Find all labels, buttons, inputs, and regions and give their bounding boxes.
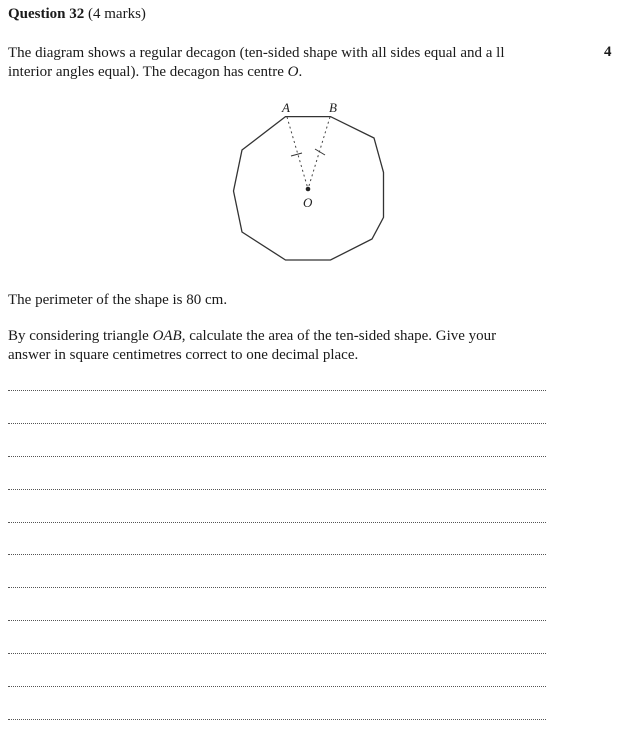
triangle-variable: OAB — [152, 328, 182, 344]
answer-line[interactable] — [8, 620, 546, 621]
task-line-1 — [8, 327, 568, 346]
answer-line[interactable] — [8, 653, 546, 654]
answer-line[interactable] — [8, 489, 546, 490]
centre-point — [306, 187, 311, 192]
answer-line[interactable] — [8, 522, 546, 523]
question-title: Question 32 — [8, 6, 85, 22]
answer-line[interactable] — [8, 719, 546, 720]
answer-line[interactable] — [8, 686, 546, 687]
decagon-diagram — [225, 98, 395, 268]
intro-line-2-end: . — [298, 64, 303, 80]
answer-line[interactable] — [8, 423, 546, 424]
label-a: A — [282, 100, 290, 115]
intro-line-2-text: interior angles equal). The decagon has centre — [8, 64, 288, 80]
marks-margin-number: 4 — [604, 44, 612, 60]
intro-line-1: The diagram shows a regular decagon (ten-sided shape with all sides equal and a ll — [8, 45, 505, 61]
answer-line[interactable] — [8, 390, 546, 391]
answer-line[interactable] — [8, 554, 546, 555]
tick-mark-ob — [315, 149, 325, 155]
answer-line[interactable] — [8, 456, 546, 457]
answer-lines — [8, 390, 546, 752]
perimeter-statement: The perimeter of the shape is 80 cm. — [8, 292, 228, 308]
answer-line[interactable] — [8, 587, 546, 588]
task-paragraph — [8, 327, 568, 365]
task-line-1-end: , calculate the area of the ten-sided shape. Give your — [181, 328, 497, 344]
intro-line-2 — [8, 63, 568, 82]
radius-oa — [287, 117, 308, 189]
tick-mark-oa — [291, 153, 302, 156]
label-o: O — [303, 195, 313, 210]
marks-label: (4 marks) — [88, 6, 146, 22]
intro-paragraph — [8, 44, 568, 82]
radius-ob — [308, 117, 330, 189]
centre-variable: O — [287, 64, 299, 80]
task-line-2: answer in square centimetres correct to one decimal place. — [8, 347, 359, 363]
question-heading — [8, 6, 146, 23]
task-line-1-start: By considering triangle — [8, 328, 153, 344]
label-b: B — [329, 100, 337, 115]
